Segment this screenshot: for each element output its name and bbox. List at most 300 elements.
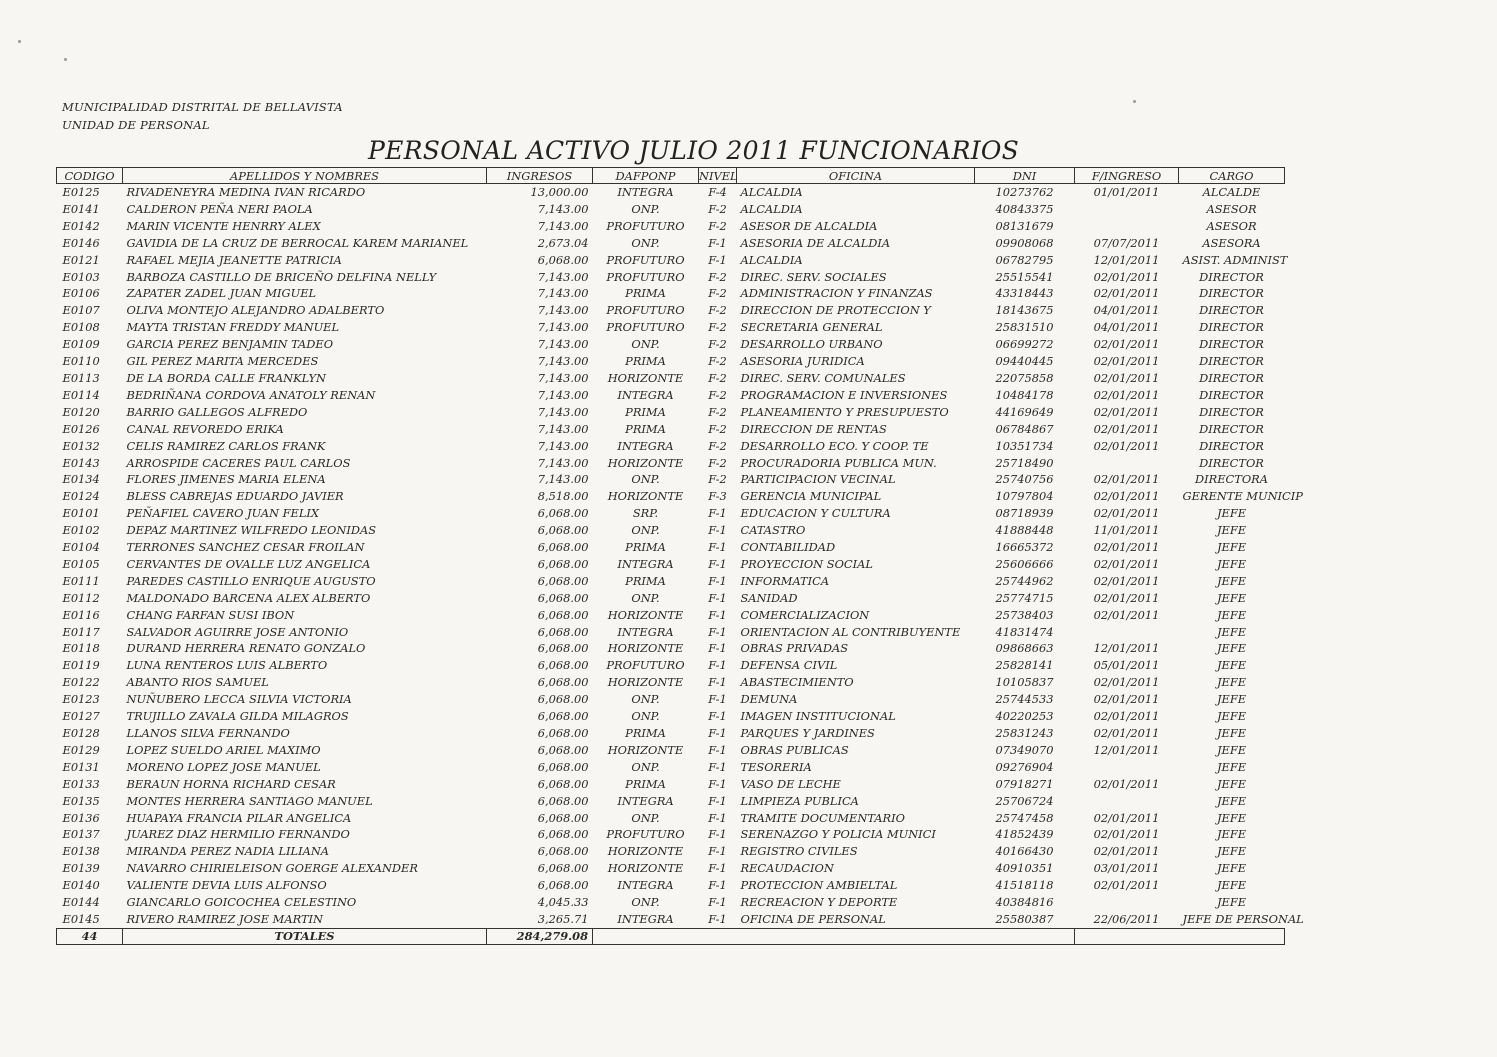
start-date-cell [1075, 218, 1179, 235]
name-cell: MIRANDA PEREZ NADIA LILIANA [126, 844, 330, 859]
personnel-table [56, 167, 1304, 945]
name-cell: RAFAEL MEJIA JEANETTE PATRICIA [126, 252, 342, 267]
position-cell: JEFE [1216, 624, 1247, 639]
code-cell: E0135 [62, 793, 100, 808]
code-cell: E0117 [62, 624, 100, 639]
level-cell: F-2 [708, 472, 727, 487]
pension-cell: INTEGRA [617, 911, 674, 926]
income-cell: 7,143.00 [537, 201, 589, 216]
name-cell: BARBOZA CASTILLO DE BRICEÑO DELFINA NELLY [126, 269, 437, 284]
name-cell: OLIVA MONTEJO ALEJANDRO ADALBERTO [126, 303, 385, 318]
dni-cell: 25744533 [995, 692, 1054, 707]
level-cell: F-1 [708, 641, 727, 656]
start-date-cell: 02/01/2011 [1093, 556, 1160, 571]
start-date-cell: 07/07/2011 [1093, 235, 1160, 250]
code-cell: E0118 [62, 641, 100, 656]
table-row [57, 776, 1285, 793]
office-cell: ADMINISTRACION Y FINANZAS [740, 286, 933, 301]
code-cell: E0145 [62, 911, 100, 926]
table-row [57, 184, 1285, 201]
position-cell: JEFE [1216, 523, 1247, 538]
income-cell: 6,068.00 [537, 641, 589, 656]
pension-cell: INTEGRA [617, 878, 674, 893]
name-cell: MAYTA TRISTAN FREDDY MANUEL [126, 320, 340, 335]
name-cell: BARRIO GALLEGOS ALFREDO [126, 404, 308, 419]
pension-cell: HORIZONTE [607, 844, 684, 859]
pension-cell: PROFUTURO [606, 269, 685, 284]
column-header: NIVEL [699, 168, 738, 183]
name-cell: LOPEZ SUELDO ARIEL MAXIMO [126, 742, 321, 757]
office-cell: ALCALDIA [740, 185, 803, 199]
code-cell: E0124 [62, 489, 100, 504]
office-cell: EDUCACION Y CULTURA [740, 506, 891, 521]
column-header: DNI [975, 168, 1075, 184]
code-cell: E0120 [62, 404, 100, 419]
document-title: PERSONAL ACTIVO JULIO 2011 FUNCIONARIOS [368, 136, 1020, 165]
table-row [57, 708, 1285, 725]
dni-cell: 10105837 [995, 675, 1054, 690]
table-row [57, 438, 1285, 455]
name-cell: DE LA BORDA CALLE FRANKLYN [126, 370, 326, 385]
code-cell: E0103 [62, 269, 100, 284]
income-cell: 6,068.00 [537, 776, 589, 791]
start-date-cell: 11/01/2011 [1093, 523, 1160, 538]
level-cell: F-2 [708, 421, 727, 436]
table-row [57, 319, 1285, 336]
code-cell: E0108 [62, 320, 100, 335]
dni-cell: 25740756 [995, 472, 1054, 487]
code-cell: E0113 [62, 370, 100, 385]
code-cell: E0105 [62, 556, 100, 571]
income-cell: 7,143.00 [537, 337, 589, 352]
table-row [57, 336, 1285, 353]
start-date-cell: 02/01/2011 [1093, 506, 1160, 521]
table-row [57, 590, 1285, 607]
start-date-cell: 12/01/2011 [1093, 252, 1160, 267]
dni-cell: 25706724 [995, 793, 1054, 808]
start-date-cell: 03/01/2011 [1093, 861, 1160, 876]
level-cell: F-1 [708, 556, 727, 571]
pension-cell: INTEGRA [617, 438, 674, 453]
name-cell: CALDERON PEÑA NERI PAOLA [126, 201, 313, 216]
income-cell: 6,068.00 [537, 675, 589, 690]
table-row [57, 573, 1285, 590]
office-cell: ABASTECIMIENTO [740, 675, 854, 690]
income-cell: 7,143.00 [537, 354, 589, 369]
name-cell: CANAL REVOREDO ERIKA [126, 421, 284, 436]
code-cell: E0126 [62, 421, 100, 436]
table-row [57, 488, 1285, 505]
code-cell: E0138 [62, 844, 100, 859]
level-cell: F-1 [708, 252, 727, 267]
office-cell: RECAUDACION [740, 861, 834, 876]
start-date-cell [1075, 624, 1179, 641]
pension-cell: HORIZONTE [607, 641, 684, 656]
name-cell: CHANG FARFAN SUSI IBON [126, 607, 295, 622]
scan-speck [64, 58, 67, 61]
code-cell: E0125 [62, 185, 100, 199]
start-date-cell: 02/01/2011 [1093, 286, 1160, 301]
dni-cell: 06699272 [995, 337, 1054, 352]
column-header: CARGO [1179, 168, 1285, 184]
name-cell: ZAPATER ZADEL JUAN MIGUEL [126, 286, 317, 301]
position-cell: JEFE [1216, 878, 1247, 893]
pension-cell: ONP. [631, 201, 660, 216]
start-date-cell: 22/06/2011 [1093, 911, 1160, 926]
code-cell: E0137 [62, 827, 100, 842]
income-cell: 6,068.00 [537, 573, 589, 588]
dni-cell: 25744962 [995, 573, 1054, 588]
income-cell: 6,068.00 [537, 759, 589, 774]
pension-cell: INTEGRA [617, 387, 674, 402]
table-row [57, 471, 1285, 488]
start-date-cell [1075, 894, 1179, 911]
income-cell: 7,143.00 [537, 303, 589, 318]
level-cell: F-1 [708, 844, 727, 859]
office-cell: PROTECCION AMBIELTAL [740, 878, 898, 893]
position-cell: DIRECTOR [1199, 354, 1264, 369]
name-cell: MORENO LOPEZ JOSE MANUEL [126, 759, 321, 774]
column-header: OFICINA [737, 168, 975, 184]
pension-cell: ONP. [631, 337, 660, 352]
start-date-cell: 04/01/2011 [1093, 320, 1160, 335]
dni-cell: 40843375 [995, 201, 1054, 216]
position-cell: DIRECTOR [1199, 404, 1264, 419]
level-cell: F-1 [708, 658, 727, 673]
income-cell: 6,068.00 [537, 709, 589, 724]
position-cell: JEFE DE PERSONAL [1182, 911, 1304, 926]
office-cell: SECRETARIA GENERAL [740, 320, 883, 335]
table-row [57, 877, 1285, 894]
code-cell: E0136 [62, 810, 100, 825]
column-header: DAFPONP [593, 168, 699, 184]
table-row [57, 370, 1285, 387]
income-cell: 7,143.00 [537, 472, 589, 487]
office-cell: ALCALDIA [740, 201, 803, 216]
table-row [57, 826, 1285, 843]
position-cell: ASIST. ADMINIST [1182, 252, 1288, 267]
dni-cell: 22075858 [995, 370, 1054, 385]
name-cell: GIANCARLO GOICOCHEA CELESTINO [126, 895, 357, 910]
level-cell: F-1 [708, 810, 727, 825]
table-row [57, 657, 1285, 674]
position-cell: ASESOR [1206, 201, 1257, 216]
position-cell: JEFE [1216, 861, 1247, 876]
code-cell: E0107 [62, 303, 100, 318]
start-date-cell [1075, 201, 1179, 218]
record-count: 44 [57, 928, 123, 944]
level-cell: F-2 [708, 218, 727, 233]
table-row [57, 759, 1285, 776]
level-cell: F-2 [708, 286, 727, 301]
position-cell: JEFE [1216, 607, 1247, 622]
dni-cell: 40166430 [995, 844, 1054, 859]
level-cell: F-2 [708, 370, 727, 385]
dni-cell: 10351734 [995, 438, 1054, 453]
pension-cell: INTEGRA [617, 793, 674, 808]
start-date-cell: 02/01/2011 [1093, 489, 1160, 504]
code-cell: E0132 [62, 438, 100, 453]
income-cell: 2,673.04 [537, 235, 589, 250]
income-cell: 6,068.00 [537, 540, 589, 555]
name-cell: DEPAZ MARTINEZ WILFREDO LEONIDAS [126, 523, 377, 538]
table-body [57, 184, 1304, 929]
dni-cell: 09440445 [995, 354, 1054, 369]
name-cell: NUÑUBERO LECCA SILVIA VICTORIA [126, 692, 352, 707]
name-cell: NAVARRO CHIRIELEISON GOERGE ALEXANDER [126, 861, 418, 876]
income-cell: 6,068.00 [537, 252, 589, 267]
office-cell: ASESORIA JURIDICA [740, 354, 865, 369]
table-row [57, 252, 1285, 269]
position-cell: JEFE [1216, 506, 1247, 521]
pension-cell: ONP. [631, 759, 660, 774]
name-cell: ARROSPIDE CACERES PAUL CARLOS [126, 455, 351, 470]
dni-cell: 16665372 [995, 540, 1054, 555]
level-cell: F-1 [708, 523, 727, 538]
level-cell: F-1 [708, 742, 727, 757]
office-cell: CATASTRO [740, 523, 806, 538]
dni-cell: 25774715 [995, 590, 1054, 605]
start-date-cell: 02/01/2011 [1093, 421, 1160, 436]
start-date-cell: 04/01/2011 [1093, 303, 1160, 318]
start-date-cell: 02/01/2011 [1093, 692, 1160, 707]
pension-cell: PROFUTURO [606, 827, 685, 842]
position-cell: GERENTE MUNICIP [1182, 489, 1303, 504]
level-cell: F-2 [708, 269, 727, 284]
pension-cell: HORIZONTE [607, 489, 684, 504]
table-row [57, 793, 1285, 810]
code-cell: E0112 [62, 590, 100, 605]
code-cell: E0111 [62, 573, 100, 588]
position-cell: JEFE [1216, 726, 1247, 740]
position-cell: JEFE [1216, 590, 1247, 605]
pension-cell: PRIMA [625, 726, 666, 740]
name-cell: ABANTO RIOS SAMUEL [126, 675, 269, 690]
level-cell: F-1 [708, 776, 727, 791]
income-cell: 7,143.00 [537, 438, 589, 453]
pension-cell: INTEGRA [617, 185, 674, 199]
pension-cell: HORIZONTE [607, 742, 684, 757]
name-cell: DURAND HERRERA RENATO GONZALO [126, 641, 366, 656]
dni-cell: 06782795 [995, 252, 1054, 267]
code-cell: E0129 [62, 742, 100, 757]
level-cell: F-1 [708, 692, 727, 707]
office-cell: COMERCIALIZACION [740, 607, 870, 622]
name-cell: VALIENTE DEVIA LUIS ALFONSO [126, 878, 327, 893]
table-row [57, 894, 1285, 911]
dni-cell: 25831243 [995, 726, 1054, 740]
dni-cell: 10797804 [995, 489, 1054, 504]
dni-cell: 25831510 [995, 320, 1054, 335]
pension-cell: ONP. [631, 235, 660, 250]
position-cell: DIRECTOR [1199, 337, 1264, 352]
column-header: INGRESOS [487, 168, 593, 184]
pension-cell: PRIMA [625, 540, 666, 555]
position-cell: JEFE [1216, 540, 1247, 555]
scan-speck [18, 40, 21, 43]
office-cell: PARTICIPACION VECINAL [740, 472, 896, 487]
pension-cell: ONP. [631, 810, 660, 825]
pension-cell: PROFUTURO [606, 320, 685, 335]
start-date-cell: 02/01/2011 [1093, 472, 1160, 487]
dni-cell: 40384816 [995, 895, 1054, 910]
name-cell: GARCIA PEREZ BENJAMIN TADEO [126, 337, 334, 352]
table-row [57, 691, 1285, 708]
position-cell: JEFE [1216, 895, 1247, 910]
start-date-cell: 02/01/2011 [1093, 540, 1160, 555]
code-cell: E0122 [62, 675, 100, 690]
name-cell: BEDRIÑANA CORDOVA ANATOLY RENAN [126, 387, 376, 402]
pension-cell: PRIMA [625, 776, 666, 791]
name-cell: MALDONADO BARCENA ALEX ALBERTO [126, 590, 371, 605]
start-date-cell: 02/01/2011 [1093, 844, 1160, 859]
name-cell: GAVIDIA DE LA CRUZ DE BERROCAL KAREM MARIANEL [126, 235, 469, 250]
start-date-cell: 02/01/2011 [1093, 827, 1160, 842]
pension-cell: PRIMA [625, 421, 666, 436]
level-cell: F-2 [708, 387, 727, 402]
office-cell: PROGRAMACION E INVERSIONES [740, 387, 948, 402]
position-cell: JEFE [1216, 810, 1247, 825]
table-row [57, 218, 1285, 235]
pension-cell: PRIMA [625, 573, 666, 588]
pension-cell: ONP. [631, 472, 660, 487]
code-cell: E0141 [62, 201, 100, 216]
position-cell: JEFE [1216, 742, 1247, 757]
unit-name: UNIDAD DE PERSONAL [62, 118, 210, 132]
table-row [57, 539, 1285, 556]
dni-cell: 41518118 [995, 878, 1054, 893]
dni-cell: 44169649 [995, 404, 1054, 419]
income-cell: 7,143.00 [537, 404, 589, 419]
position-cell: JEFE [1216, 692, 1247, 707]
level-cell: F-2 [708, 354, 727, 369]
table-row [57, 556, 1285, 573]
position-cell: DIRECTOR [1199, 269, 1264, 284]
pension-cell: PROFUTURO [606, 252, 685, 267]
level-cell: F-3 [708, 489, 727, 504]
income-cell: 6,068.00 [537, 878, 589, 893]
table-row [57, 624, 1285, 641]
income-cell: 7,143.00 [537, 421, 589, 436]
name-cell: SALVADOR AGUIRRE JOSE ANTONIO [126, 624, 349, 639]
code-cell: E0102 [62, 523, 100, 538]
office-cell: INFORMATICA [740, 573, 830, 588]
position-cell: JEFE [1216, 573, 1247, 588]
income-cell: 6,068.00 [537, 844, 589, 859]
dni-cell: 07349070 [995, 742, 1054, 757]
pension-cell: PRIMA [625, 286, 666, 301]
pension-cell: ONP. [631, 709, 660, 724]
code-cell: E0143 [62, 455, 100, 470]
income-cell: 6,068.00 [537, 861, 589, 876]
table-row [57, 421, 1285, 438]
dni-cell: 09276904 [995, 759, 1054, 774]
start-date-cell: 12/01/2011 [1093, 742, 1160, 757]
code-cell: E0114 [62, 387, 100, 402]
dni-cell: 40220253 [995, 709, 1054, 724]
start-date-cell: 12/01/2011 [1093, 641, 1160, 656]
income-cell: 7,143.00 [537, 455, 589, 470]
pension-cell: PRIMA [625, 354, 666, 369]
table-row [57, 269, 1285, 286]
dni-cell: 25580387 [995, 911, 1054, 926]
income-cell: 6,068.00 [537, 827, 589, 842]
code-cell: E0139 [62, 861, 100, 876]
office-cell: DEMUNA [740, 692, 798, 707]
level-cell: F-1 [708, 911, 727, 926]
office-cell: TESORERIA [740, 759, 812, 774]
level-cell: F-2 [708, 303, 727, 318]
dni-cell: 25718490 [995, 455, 1054, 470]
level-cell: F-1 [708, 793, 727, 808]
level-cell: F-1 [708, 726, 727, 740]
dni-cell: 10484178 [995, 387, 1054, 402]
dni-cell: 41852439 [995, 827, 1054, 842]
office-cell: GERENCIA MUNICIPAL [740, 489, 882, 504]
position-cell: JEFE [1216, 827, 1247, 842]
pension-cell: ONP. [631, 895, 660, 910]
table-row [57, 387, 1285, 404]
income-cell: 6,068.00 [537, 726, 589, 740]
income-cell: 8,518.00 [537, 489, 589, 504]
scan-speck [1133, 100, 1136, 103]
name-cell: CELIS RAMIREZ CARLOS FRANK [126, 438, 326, 453]
code-cell: E0142 [62, 218, 100, 233]
office-cell: DESARROLLO URBANO [740, 337, 883, 352]
table-row [57, 505, 1285, 522]
pension-cell: HORIZONTE [607, 861, 684, 876]
table-row [57, 285, 1285, 302]
level-cell: F-2 [708, 337, 727, 352]
office-cell: DIREC. SERV. SOCIALES [740, 269, 887, 284]
level-cell: F-1 [708, 878, 727, 893]
totals-label: TOTALES [123, 928, 487, 944]
office-cell: SANIDAD [740, 590, 798, 605]
name-cell: RIVERO RAMIREZ JOSE MARTIN [126, 911, 324, 926]
dni-cell: 41831474 [995, 624, 1054, 639]
office-cell: OBRAS PUBLICAS [740, 742, 849, 757]
position-cell: DIRECTORA [1195, 472, 1268, 487]
position-cell: JEFE [1216, 556, 1247, 571]
level-cell: F-2 [708, 438, 727, 453]
start-date-cell: 02/01/2011 [1093, 878, 1160, 893]
dni-cell: 06784867 [995, 421, 1054, 436]
pension-cell: ONP. [631, 692, 660, 707]
name-cell: LLANOS SILVA FERNANDO [126, 726, 290, 740]
dni-cell: 25738403 [995, 607, 1054, 622]
income-cell: 6,068.00 [537, 810, 589, 825]
level-cell: F-2 [708, 404, 727, 419]
level-cell: F-1 [708, 540, 727, 555]
dni-cell: 18143675 [995, 303, 1054, 318]
pension-cell: HORIZONTE [607, 370, 684, 385]
office-cell: DEFENSA CIVIL [740, 658, 838, 673]
position-cell: JEFE [1216, 776, 1247, 791]
start-date-cell: 02/01/2011 [1093, 370, 1160, 385]
code-cell: E0140 [62, 878, 100, 893]
totals-row [57, 928, 1285, 944]
position-cell: ASESORA [1202, 235, 1261, 250]
office-cell: DIRECCION DE RENTAS [740, 421, 887, 436]
start-date-cell: 01/01/2011 [1093, 185, 1160, 199]
dni-cell: 40910351 [995, 861, 1054, 876]
name-cell: CERVANTES DE OVALLE LUZ ANGELICA [126, 556, 371, 571]
office-cell: PARQUES Y JARDINES [740, 726, 875, 740]
pension-cell: PRIMA [625, 404, 666, 419]
dni-cell: 09908068 [995, 235, 1054, 250]
level-cell: F-2 [708, 201, 727, 216]
pension-cell: SRP. [632, 506, 659, 521]
